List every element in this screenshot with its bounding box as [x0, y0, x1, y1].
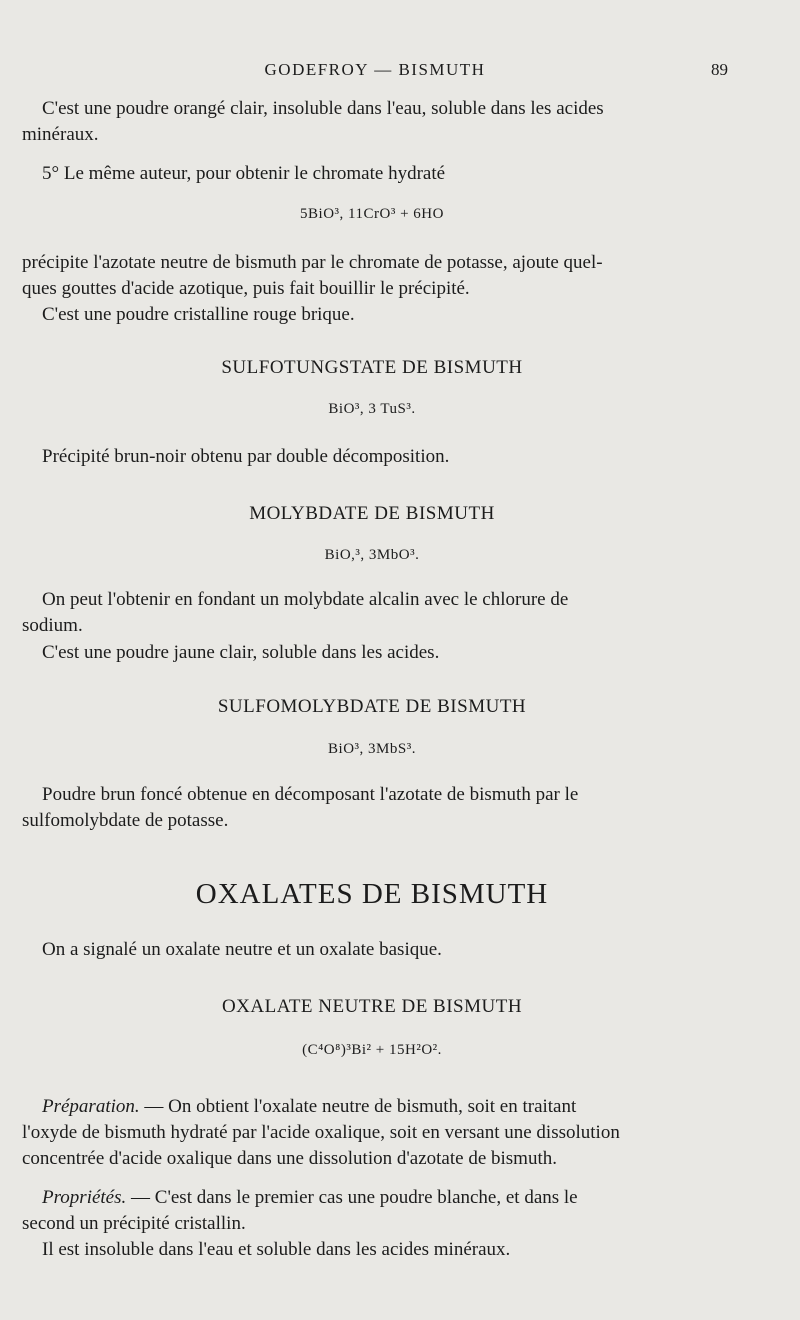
- paragraph-line: ques gouttes d'acide azotique, puis fait bouillir le précipité.: [22, 278, 470, 299]
- properties-text: — C'est dans le premier cas une poudre blanche, et dans le: [126, 1187, 578, 1208]
- paragraph-line: précipite l'azotate neutre de bismuth par le chromate de potasse, ajoute quel-: [22, 252, 603, 273]
- paragraph-line: concentrée d'acide oxalique dans une dissolution d'azotate de bismuth.: [22, 1148, 557, 1169]
- paragraph-line: [22, 1094, 722, 1120]
- paragraph-line: Précipité brun-noir obtenu par double décomposition.: [42, 446, 450, 467]
- page-header: [22, 60, 728, 84]
- preparation-text: — On obtient l'oxalate neutre de bismuth, soit en traitant: [139, 1096, 577, 1117]
- section-heading: OXALATE NEUTRE DE BISMUTH: [221, 996, 523, 1017]
- paragraph-line: sulfomolybdate de potasse.: [22, 810, 229, 831]
- paragraph-line: C'est une poudre jaune clair, soluble dans les acides.: [42, 642, 440, 663]
- section-heading: SULFOTUNGSTATE DE BISMUTH: [221, 357, 523, 378]
- formula: BiO³, 3MbS³.: [328, 741, 416, 757]
- paragraph-line: C'est une poudre orangé clair, insoluble dans l'eau, soluble dans les acides: [42, 98, 604, 119]
- section-heading: SULFOMOLYBDATE DE BISMUTH: [217, 696, 527, 717]
- preparation-label: Préparation.: [42, 1096, 140, 1117]
- properties-label: Propriétés.: [42, 1187, 127, 1208]
- formula: (C⁴O⁸)³Bi² + 15H²O².: [302, 1042, 442, 1058]
- page-number: 89: [711, 60, 728, 79]
- formula-chromate: 5BiO³, 11CrO³ + 6HO: [300, 206, 444, 222]
- running-title: GODEFROY — BISMUTH: [264, 60, 486, 79]
- paragraph-line: On peut l'obtenir en fondant un molybdate alcalin avec le chlorure de: [42, 589, 569, 610]
- paragraph-line: 5° Le même auteur, pour obtenir le chromate hydraté: [42, 163, 446, 184]
- paragraph-line: On a signalé un oxalate neutre et un oxalate basique.: [42, 939, 442, 960]
- paragraph-line: sodium.: [22, 615, 83, 636]
- paragraph-line: minéraux.: [22, 124, 99, 145]
- paragraph-line: C'est une poudre cristalline rouge brique.: [42, 304, 355, 325]
- formula: BiO,³, 3MbO³.: [324, 547, 420, 563]
- paragraph-line: Poudre brun foncé obtenue en décomposant l'azotate de bismuth par le: [42, 784, 579, 805]
- chapter-heading: OXALATES DE BISMUTH: [195, 878, 549, 910]
- paragraph-line: second un précipité cristallin.: [22, 1213, 246, 1234]
- paragraph-line: l'oxyde de bismuth hydraté par l'acide oxalique, soit en versant une dissolution: [22, 1122, 620, 1143]
- paragraph-line: [22, 1185, 722, 1211]
- paragraph-line: Il est insoluble dans l'eau et soluble dans les acides minéraux.: [42, 1239, 511, 1260]
- formula: BiO³, 3 TuS³.: [328, 401, 416, 417]
- section-heading: MOLYBDATE DE BISMUTH: [249, 503, 495, 524]
